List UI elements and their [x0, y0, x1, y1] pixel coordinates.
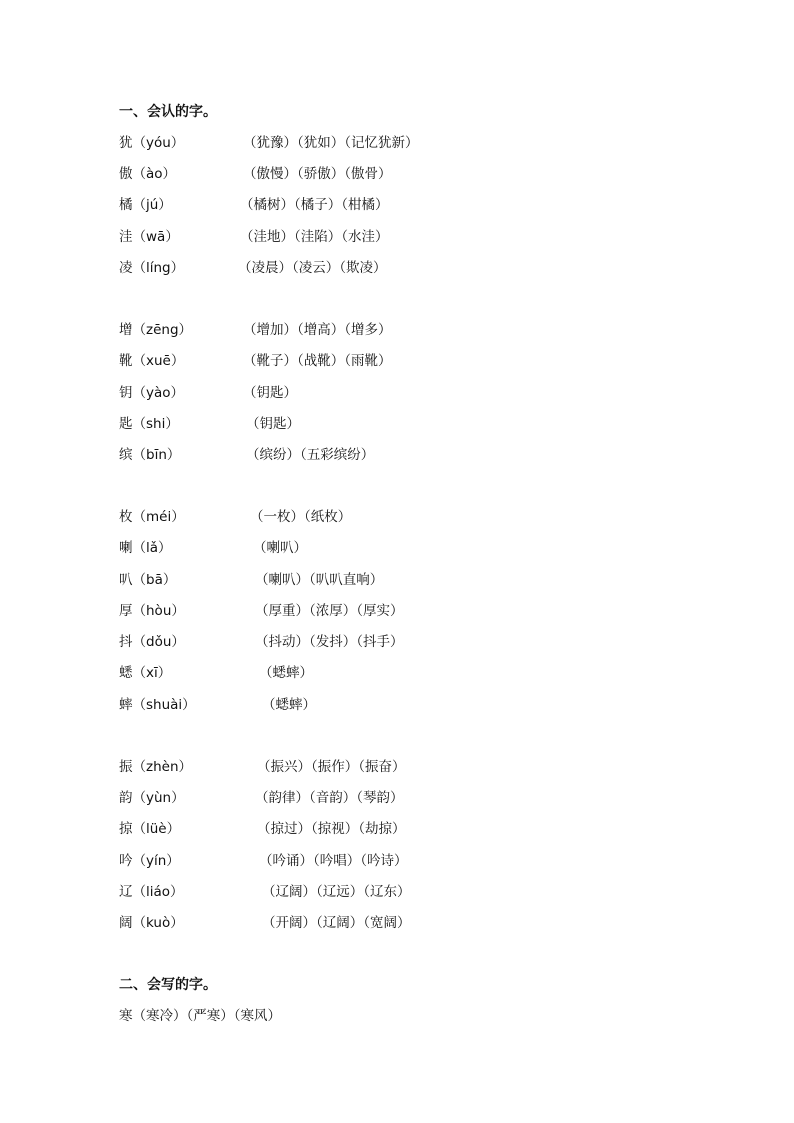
char-pinyin: 靴（xuē）: [119, 353, 185, 369]
word-list: （开阔）（辽阔）（宽阔）: [262, 915, 411, 931]
word-list: （靴子）（战靴）（雨靴）: [243, 353, 392, 369]
word-list: （缤纷）（五彩缤纷）: [246, 447, 375, 463]
char-pinyin: 阔（kuò）: [119, 915, 184, 931]
section-2-title: 二、会写的字。: [119, 977, 217, 993]
word-list: （洼地）（洼陷）（水洼）: [240, 229, 389, 245]
word-list: （韵律）（音韵）（琴韵）: [255, 790, 404, 806]
char-pinyin: 凌（líng）: [119, 260, 185, 276]
char-pinyin: 叭（bā）: [119, 572, 177, 588]
word-list: （一枚）（纸枚）: [250, 509, 352, 525]
char-pinyin: 犹（yóu）: [119, 135, 185, 151]
word-list: （蟋蟀）: [259, 665, 313, 681]
word-list: （橘树）（橘子）（柑橘）: [240, 197, 389, 213]
char-pinyin: 钥（yào）: [119, 385, 185, 401]
word-list: （喇叭）: [253, 540, 307, 556]
word-list: （辽阔）（辽远）（辽东）: [262, 884, 411, 900]
char-pinyin: 缤（bīn）: [119, 447, 181, 463]
word-list: （振兴）（振作）（振奋）: [257, 759, 406, 775]
word-list: （掠过）（掠视）（劫掠）: [257, 821, 406, 837]
word-list: （抖动）（发抖）（抖手）: [255, 634, 404, 650]
char-pinyin: 厚（hòu）: [119, 603, 185, 619]
char-pinyin: 增（zēng）: [119, 322, 193, 338]
word-list: （犹豫）（犹如）（记忆犹新）: [243, 135, 419, 151]
char-pinyin: 振（zhèn）: [119, 759, 193, 775]
word-list: （钥匙）: [246, 416, 300, 432]
word-list: （凌晨）（凌云）（欺凌）: [238, 260, 387, 276]
char-pinyin: 掠（lüè）: [119, 821, 181, 837]
word-list: （厚重）（浓厚）（厚实）: [255, 603, 404, 619]
char-pinyin: 橘（jú）: [119, 197, 172, 213]
char-pinyin: 辽（liáo）: [119, 884, 184, 900]
char-pinyin: 蟀（shuài）: [119, 697, 196, 713]
word-list: （吟诵）（吟唱）（吟诗）: [259, 853, 408, 869]
word-list: （蟋蟀）: [262, 697, 316, 713]
char-pinyin: 吟（yín）: [119, 853, 180, 869]
word-list: （傲慢）（骄傲）（傲骨）: [243, 166, 392, 182]
char-pinyin: 傲（ào）: [119, 166, 177, 182]
writing-line: 寒（寒冷）（严寒）（寒风）: [119, 1008, 281, 1024]
word-list: （增加）（增高）（增多）: [243, 322, 392, 338]
word-list: （钥匙）: [243, 385, 297, 401]
char-pinyin: 匙（shi）: [119, 416, 179, 432]
char-pinyin: 枚（méi）: [119, 509, 185, 525]
word-list: （喇叭）（叭叭直响）: [255, 572, 384, 588]
char-pinyin: 洼（wā）: [119, 229, 179, 245]
section-1-title: 一、会认的字。: [119, 104, 217, 120]
char-pinyin: 喇（lǎ）: [119, 540, 172, 556]
char-pinyin: 韵（yùn）: [119, 790, 185, 806]
char-pinyin: 抖（dǒu）: [119, 634, 185, 650]
char-pinyin: 蟋（xī）: [119, 665, 172, 681]
